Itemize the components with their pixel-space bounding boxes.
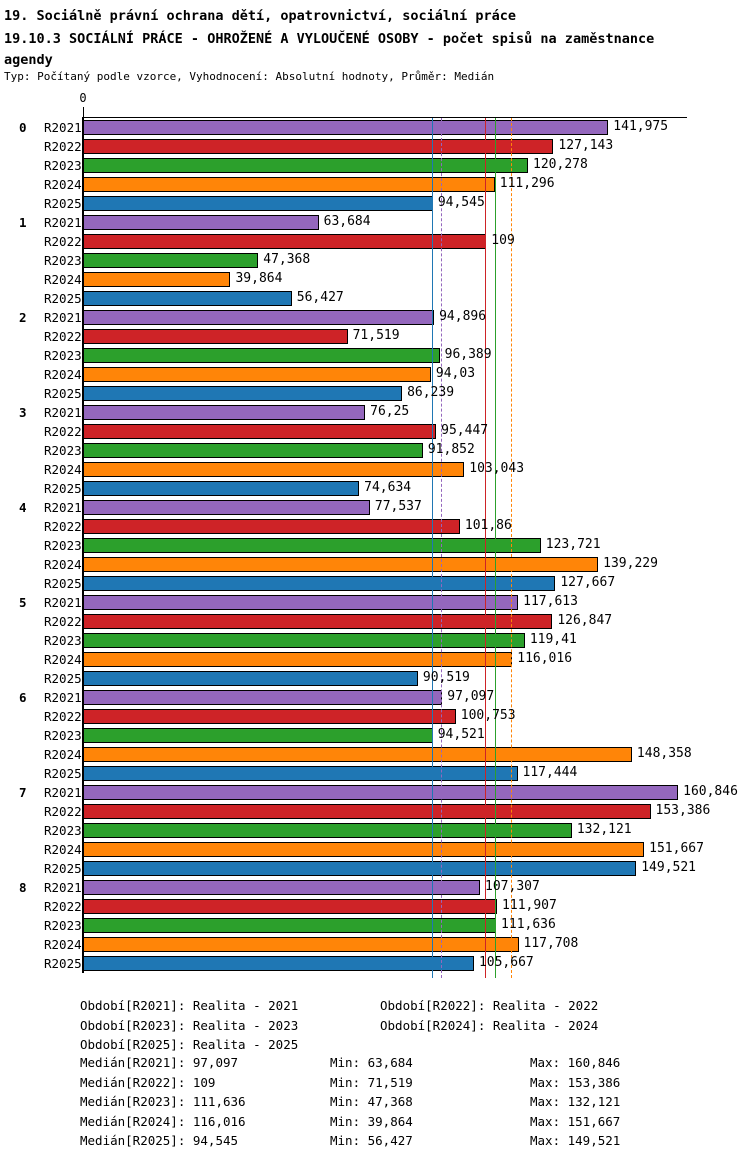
- bar-R2024-group-8: [83, 937, 519, 952]
- bar-R2024-group-0: [83, 177, 495, 192]
- y-axis-line: [82, 117, 84, 973]
- bar-value-R2023-group-5: 119,41: [529, 632, 577, 647]
- series-label-R2022: R2022: [44, 139, 82, 154]
- bar-value-R2021-group-0: 141,975: [613, 119, 669, 134]
- legend-item-3: Období[R2024]: Realita - 2024: [380, 1017, 599, 1033]
- bar-R2022-group-3: [83, 424, 436, 439]
- bar-R2025-group-2: [83, 386, 402, 401]
- bar-R2025-group-1: [83, 291, 292, 306]
- bar-R2025-group-5: [83, 671, 418, 686]
- bar-value-R2024-group-0: 111,296: [499, 176, 555, 191]
- stat-min-0: Min: 63,684: [330, 1055, 413, 1070]
- series-label-R2021: R2021: [44, 215, 82, 230]
- bar-value-R2023-group-2: 96,389: [444, 347, 492, 362]
- stat-min-1: Min: 71,519: [330, 1074, 413, 1090]
- bar-value-R2023-group-6: 94,521: [437, 727, 485, 742]
- bar-R2022-group-5: [83, 614, 552, 629]
- bar-value-R2022-group-7: 153,386: [655, 803, 711, 818]
- bar-value-R2023-group-3: 91,852: [427, 442, 475, 457]
- legend-item-4: Období[R2025]: Realita - 2025: [80, 1037, 299, 1052]
- bar-R2025-group-3: [83, 481, 359, 496]
- series-label-R2021: R2021: [44, 500, 82, 515]
- page-title: 19. Sociálně právní ochrana dětí, opatrovnictví, sociální práce: [4, 8, 517, 24]
- legend-item-0: Období[R2021]: Realita - 2021: [80, 998, 299, 1013]
- bar-value-R2022-group-5: 126,847: [557, 613, 613, 628]
- chart-title: 19.10.3 SOCIÁLNÍ PRÁCE - OHROŽENÉ A VYLOUČENÉ OSOBY - počet spisů na zaměstnance agendy: [4, 31, 655, 68]
- legend-item-2: Období[R2023]: Realita - 2023: [80, 1017, 299, 1033]
- bar-R2023-group-0: [83, 158, 528, 173]
- series-label-R2025: R2025: [44, 671, 82, 686]
- bar-R2024-group-4: [83, 557, 598, 572]
- bar-R2021-group-4: [83, 500, 370, 515]
- bar-value-R2021-group-2: 94,896: [439, 309, 487, 324]
- series-label-R2024: R2024: [44, 652, 82, 667]
- series-label-R2023: R2023: [44, 348, 82, 363]
- bar-R2023-group-3: [83, 443, 423, 458]
- bar-R2023-group-4: [83, 538, 541, 553]
- bar-value-R2022-group-8: 111,907: [502, 898, 557, 913]
- bar-value-R2021-group-1: 63,684: [323, 214, 371, 229]
- category-label-2: 2: [19, 310, 27, 325]
- bar-value-R2024-group-3: 103,043: [469, 461, 525, 476]
- x-axis-tick: [83, 107, 84, 117]
- series-label-R2024: R2024: [44, 747, 82, 762]
- stat-max-3: Max: 151,667: [530, 1113, 621, 1129]
- bar-R2024-group-2: [83, 367, 431, 382]
- bar-value-R2024-group-6: 148,358: [636, 746, 692, 761]
- series-label-R2024: R2024: [44, 367, 82, 382]
- bar-value-R2025-group-1: 56,427: [296, 290, 344, 305]
- bar-R2021-group-7: [83, 785, 678, 800]
- series-label-R2024: R2024: [44, 177, 82, 192]
- series-label-R2021: R2021: [44, 595, 82, 610]
- series-label-R2021: R2021: [44, 785, 82, 800]
- bar-value-R2024-group-4: 139,229: [603, 556, 658, 571]
- bar-R2023-group-6: [83, 728, 433, 743]
- bar-R2021-group-1: [83, 215, 319, 230]
- bar-value-R2023-group-7: 132,121: [576, 822, 632, 837]
- category-label-1: 1: [19, 215, 27, 230]
- stat-min-2: Min: 47,368: [330, 1094, 413, 1110]
- stat-max-1: Max: 153,386: [530, 1074, 621, 1090]
- series-label-R2022: R2022: [44, 899, 82, 914]
- stat-median-1: Medián[R2022]: 109: [80, 1074, 216, 1090]
- category-label-0: 0: [19, 120, 27, 135]
- category-label-3: 3: [19, 405, 27, 420]
- bar-R2021-group-5: [83, 595, 518, 610]
- series-label-R2025: R2025: [44, 766, 82, 781]
- series-label-R2021: R2021: [44, 690, 82, 705]
- chart-subtitle: Typ: Počítaný podle vzorce, Vyhodnocení: Absolutní hodnoty, Průměr: Medián: [4, 70, 495, 83]
- series-label-R2022: R2022: [44, 804, 82, 819]
- bar-value-R2025-group-8: 105,667: [478, 955, 534, 970]
- bar-value-R2025-group-7: 149,521: [641, 860, 697, 875]
- median-line-R2025: [432, 118, 433, 978]
- series-label-R2022: R2022: [44, 614, 82, 629]
- bar-value-R2024-group-7: 151,667: [649, 841, 704, 856]
- x-axis-zero-label: 0: [79, 91, 87, 105]
- stat-median-4: Medián[R2025]: 94,545: [80, 1133, 239, 1149]
- bar-R2021-group-3: [83, 405, 365, 420]
- bar-value-R2024-group-2: 94,03: [435, 366, 476, 381]
- stat-min-4: Min: 56,427: [330, 1133, 413, 1149]
- series-label-R2025: R2025: [44, 196, 82, 211]
- bar-value-R2022-group-1: 109: [491, 233, 515, 248]
- bar-value-R2021-group-4: 77,537: [374, 499, 422, 514]
- legend-item-1: Období[R2022]: Realita - 2022: [380, 998, 599, 1013]
- stat-max-4: Max: 149,521: [530, 1133, 621, 1149]
- series-label-R2023: R2023: [44, 633, 82, 648]
- bar-value-R2023-group-4: 123,721: [545, 537, 601, 552]
- bar-R2025-group-7: [83, 861, 636, 876]
- bar-value-R2022-group-3: 95,447: [441, 423, 489, 438]
- category-label-6: 6: [19, 690, 27, 705]
- bar-R2025-group-0: [83, 196, 433, 211]
- bar-value-R2024-group-5: 116,016: [517, 651, 573, 666]
- series-label-R2024: R2024: [44, 462, 82, 477]
- category-label-5: 5: [19, 595, 27, 610]
- series-label-R2025: R2025: [44, 576, 82, 591]
- bar-value-R2025-group-0: 94,545: [437, 195, 485, 210]
- bar-R2023-group-2: [83, 348, 440, 363]
- bar-value-R2025-group-3: 74,634: [364, 480, 412, 495]
- series-label-R2025: R2025: [44, 386, 82, 401]
- series-label-R2022: R2022: [44, 329, 82, 344]
- bar-R2021-group-2: [83, 310, 434, 325]
- bar-value-R2025-group-2: 86,239: [407, 385, 455, 400]
- bar-R2023-group-7: [83, 823, 572, 838]
- stat-max-0: Max: 160,846: [530, 1055, 621, 1070]
- series-label-R2023: R2023: [44, 728, 82, 743]
- series-label-R2023: R2023: [44, 443, 82, 458]
- bar-R2025-group-8: [83, 956, 474, 971]
- bar-R2024-group-1: [83, 272, 230, 287]
- series-label-R2024: R2024: [44, 937, 82, 952]
- bar-value-R2025-group-6: 117,444: [522, 765, 578, 780]
- bar-R2022-group-7: [83, 804, 651, 819]
- series-label-R2025: R2025: [44, 481, 82, 496]
- bar-R2023-group-5: [83, 633, 525, 648]
- series-label-R2024: R2024: [44, 272, 82, 287]
- series-label-R2022: R2022: [44, 709, 82, 724]
- bar-R2021-group-0: [83, 120, 608, 135]
- bar-value-R2022-group-2: 71,519: [352, 328, 400, 343]
- bar-R2024-group-3: [83, 462, 464, 477]
- series-label-R2024: R2024: [44, 842, 82, 857]
- series-label-R2021: R2021: [44, 880, 82, 895]
- bar-value-R2021-group-3: 76,25: [370, 404, 410, 419]
- bar-R2025-group-6: [83, 766, 518, 781]
- bar-R2022-group-4: [83, 519, 460, 534]
- bar-value-R2023-group-8: 111,636: [501, 917, 556, 932]
- stat-median-3: Medián[R2024]: 116,016: [80, 1113, 246, 1129]
- series-label-R2025: R2025: [44, 861, 82, 876]
- stat-min-3: Min: 39,864: [330, 1113, 413, 1129]
- bar-R2023-group-8: [83, 918, 496, 933]
- series-label-R2023: R2023: [44, 538, 82, 553]
- series-label-R2025: R2025: [44, 291, 82, 306]
- bar-value-R2021-group-5: 117,613: [523, 594, 578, 609]
- bar-R2022-group-6: [83, 709, 456, 724]
- bar-value-R2021-group-6: 97,097: [447, 689, 495, 704]
- category-label-7: 7: [19, 785, 27, 800]
- bar-R2024-group-7: [83, 842, 644, 857]
- bar-R2024-group-6: [83, 747, 632, 762]
- bar-value-R2021-group-8: 107,307: [485, 879, 540, 894]
- series-label-R2021: R2021: [44, 310, 82, 325]
- bar-value-R2022-group-6: 100,753: [460, 708, 516, 723]
- series-label-R2025: R2025: [44, 956, 82, 971]
- bar-R2022-group-8: [83, 899, 497, 914]
- bar-R2021-group-8: [83, 880, 480, 895]
- series-label-R2022: R2022: [44, 424, 82, 439]
- bar-value-R2024-group-8: 117,708: [523, 936, 579, 951]
- stat-median-0: Medián[R2021]: 97,097: [80, 1055, 239, 1070]
- bar-value-R2024-group-1: 39,864: [235, 271, 283, 286]
- median-line-R2022: [485, 118, 486, 978]
- series-label-R2022: R2022: [44, 519, 82, 534]
- bar-value-R2025-group-4: 127,667: [560, 575, 616, 590]
- series-label-R2021: R2021: [44, 120, 82, 135]
- bar-value-R2023-group-1: 47,368: [263, 252, 311, 267]
- series-label-R2024: R2024: [44, 557, 82, 572]
- bar-value-R2021-group-7: 160,846: [683, 784, 738, 799]
- series-label-R2021: R2021: [44, 405, 82, 420]
- bar-value-R2025-group-5: 90,519: [422, 670, 470, 685]
- stat-max-2: Max: 132,121: [530, 1094, 621, 1110]
- bar-value-R2022-group-4: 101,86: [464, 518, 512, 533]
- bar-R2023-group-1: [83, 253, 258, 268]
- bar-R2022-group-1: [83, 234, 486, 249]
- category-label-4: 4: [19, 500, 27, 515]
- category-label-8: 8: [19, 880, 27, 895]
- median-line-R2021: [441, 118, 442, 978]
- bar-R2021-group-6: [83, 690, 442, 705]
- bar-value-R2022-group-0: 127,143: [558, 138, 614, 153]
- bar-R2022-group-2: [83, 329, 348, 344]
- stat-median-2: Medián[R2023]: 111,636: [80, 1094, 246, 1110]
- bar-R2022-group-0: [83, 139, 553, 154]
- series-label-R2023: R2023: [44, 823, 82, 838]
- series-label-R2022: R2022: [44, 234, 82, 249]
- series-label-R2023: R2023: [44, 253, 82, 268]
- series-label-R2023: R2023: [44, 918, 82, 933]
- series-label-R2023: R2023: [44, 158, 82, 173]
- bar-value-R2023-group-0: 120,278: [533, 157, 588, 172]
- x-axis-line: [83, 117, 687, 118]
- bar-R2024-group-5: [83, 652, 512, 667]
